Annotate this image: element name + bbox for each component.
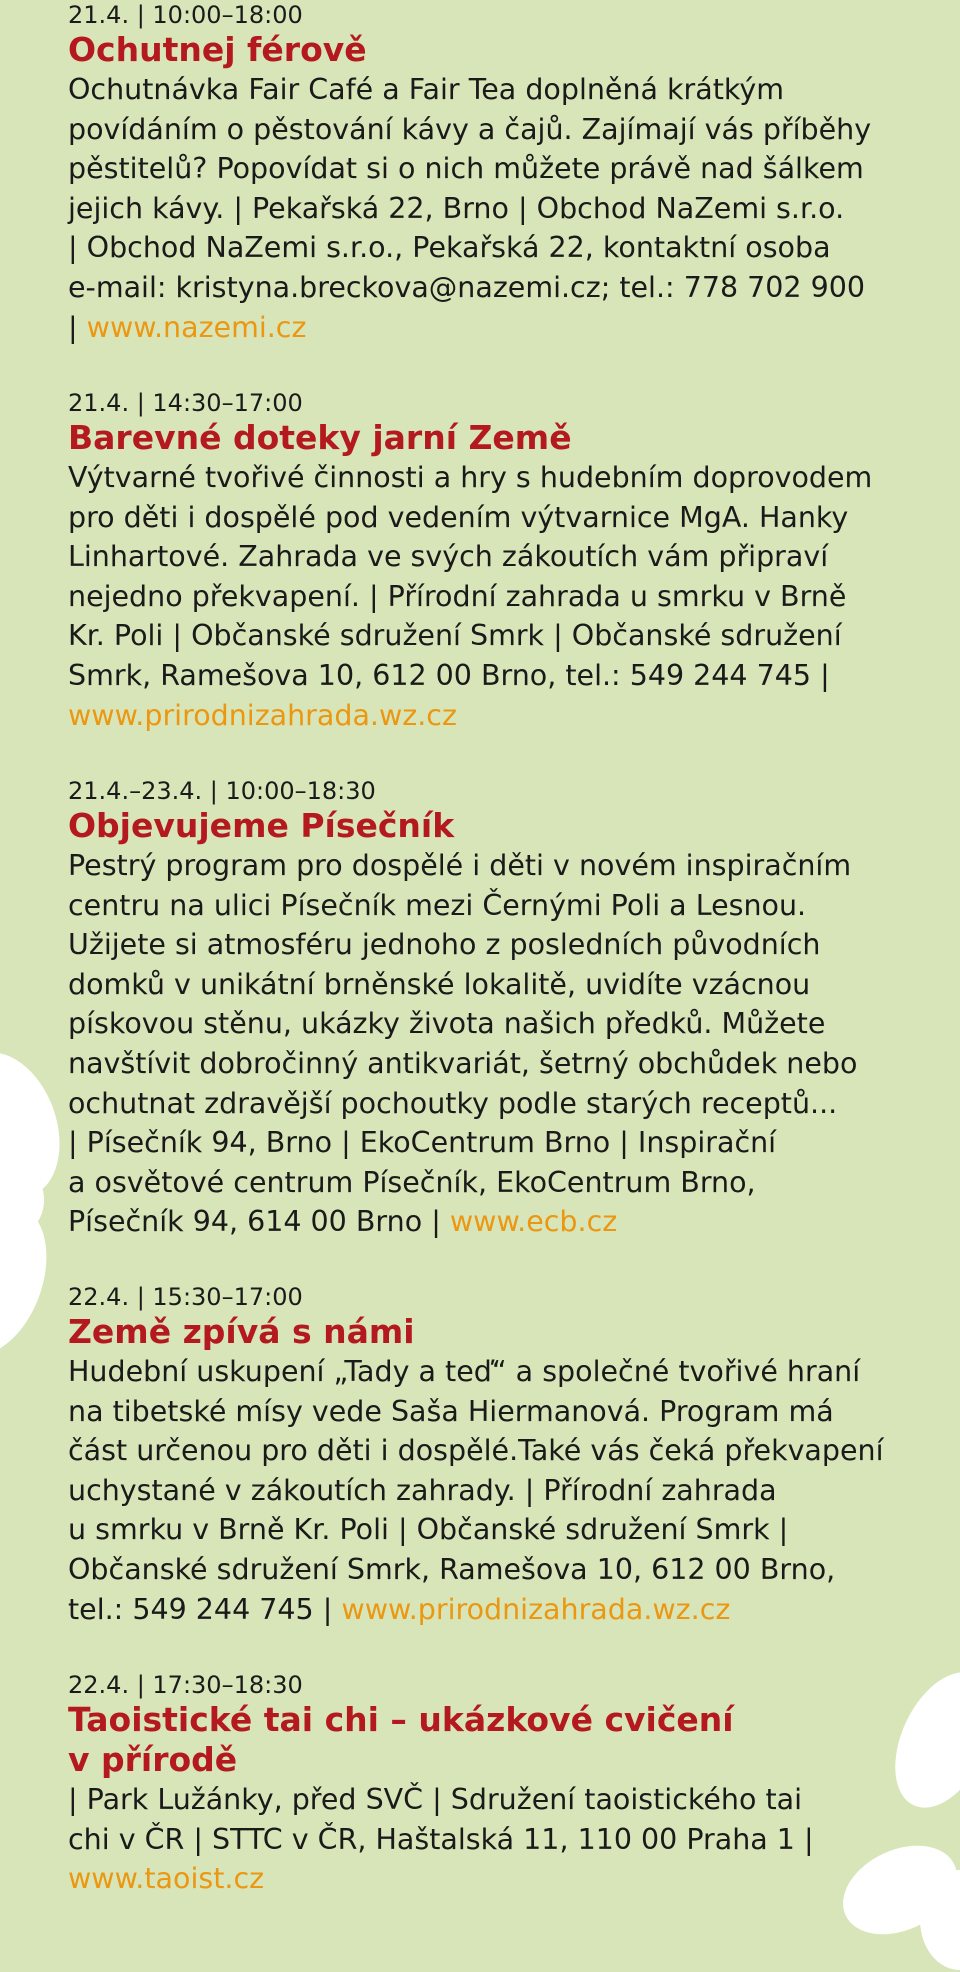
event-website-link[interactable]: www.nazemi.cz — [86, 310, 307, 344]
event-title-line: Ochutnej férově — [68, 30, 367, 69]
event-text-line: ochutnat zdravější pochoutky podle starých receptů... — [68, 1086, 838, 1120]
event-description — [68, 1780, 948, 1899]
event-text-line: | Písečník 94, Brno | EkoCentrum Brno | Inspirační — [68, 1126, 777, 1160]
event-text-fragment: Písečník 94, 614 00 Brno | — [68, 1205, 450, 1239]
event-text-line: a osvětové centrum Písečník, EkoCentrum Brno, — [68, 1165, 756, 1199]
event-text-line: | Obchod NaZemi s.r.o., Pekařská 22, kontaktní osoba — [68, 231, 831, 265]
event-text-line: u smrku v Brně Kr. Poli | Občanské sdružení Smrk | — [68, 1513, 789, 1547]
event-date: 21.4. | 14:30–17:00 — [68, 389, 303, 417]
event-text-line: Smrk, Ramešova 10, 612 00 Brno, tel.: 549 244 745 | — [68, 658, 830, 692]
event-title — [68, 418, 948, 458]
event-text-line: uchystané v zákoutích zahrady. | Přírodní zahrada — [68, 1473, 777, 1507]
event-text-line: jejich kávy. | Pekařská 22, Brno | Obchod NaZemi s.r.o. — [68, 191, 845, 225]
event-text-line: na tibetské mísy vede Saša Hiermanová. Program má — [68, 1394, 834, 1428]
event-text-fragment: tel.: 549 244 745 | — [68, 1592, 342, 1626]
event-text-line: | Park Lužánky, před SVČ | Sdružení taoistického tai — [68, 1783, 803, 1816]
event-text-line: pěstitelů? Popovídat si o nich můžete právě nad šálkem — [68, 152, 864, 186]
event-text-line — [68, 1202, 948, 1242]
event-text-line: Výtvarné tvořivé činnosti a hry s hudebním doprovodem — [68, 461, 873, 494]
event-title — [68, 806, 948, 846]
event-title-line: Objevujeme Písečník — [68, 806, 455, 845]
event-text-line — [68, 1859, 948, 1899]
event-text-line: Pestrý program pro dospělé i děti v novém inspiračním — [68, 849, 852, 882]
event-date: 22.4. | 17:30–18:30 — [68, 1671, 303, 1699]
event-text-line: Hudební uskupení „Tady a teď“ a společné tvořivé hraní — [68, 1355, 861, 1388]
event-description — [68, 70, 948, 347]
event-date: 22.4. | 15:30–17:00 — [68, 1283, 303, 1311]
event-title — [68, 1700, 948, 1780]
event-description — [68, 1352, 948, 1629]
event-text-fragment: | — [68, 310, 87, 344]
event-text-line: část určenou pro děti i dospělé.Také vás čeká překvapení — [68, 1434, 884, 1468]
event-text-line: povídáním o pěstování kávy a čajů. Zajímají vás příběhy — [68, 112, 872, 146]
event-date: 21.4.–23.4. | 10:00–18:30 — [68, 777, 376, 805]
event-text-line: chi v ČR | STTC v ČR, Haštalská 11, 110 00 Praha 1 | — [68, 1822, 814, 1856]
event-description — [68, 458, 948, 735]
event-text-line: e-mail: kristyna.breckova@nazemi.cz; tel.: 778 702 900 — [68, 270, 866, 304]
event-text-line: navštívit dobročinný antikvariát, šetrný obchůdek nebo — [68, 1046, 858, 1080]
event-text-line: Občanské sdružení Smrk, Ramešova 10, 612 00 Brno, — [68, 1552, 836, 1586]
event-item — [68, 0, 948, 347]
event-item — [68, 776, 948, 1242]
event-text-line: Ochutnávka Fair Café a Fair Tea doplněná krátkým — [68, 73, 785, 106]
event-title-line: Země zpívá s námi — [68, 1312, 415, 1351]
event-text-line — [68, 308, 948, 348]
event-text-line: pískovou stěnu, ukázky života našich předků. Můžete — [68, 1007, 826, 1041]
event-website-link[interactable]: www.taoist.cz — [68, 1862, 265, 1896]
event-text-line: nejedno překvapení. | Přírodní zahrada u smrku v Brně — [68, 579, 847, 613]
event-text-line: Linhartové. Zahrada ve svých zákoutích vám připraví — [68, 540, 829, 574]
event-title-line: Taoistické tai chi – ukázkové cvičení — [68, 1700, 734, 1739]
event-text-line: domků v unikátní brněnské lokalitě, uvidíte vzácnou — [68, 967, 811, 1001]
event-website-link[interactable]: www.ecb.cz — [449, 1205, 618, 1239]
event-text-line — [68, 696, 948, 736]
event-item — [68, 1670, 948, 1899]
event-title-line: Barevné doteky jarní Země — [68, 418, 572, 457]
event-text-line: centru na ulici Písečník mezi Černými Poli a Lesnou. — [68, 888, 807, 922]
event-text-line: pro děti i dospělé pod vedením výtvarnice MgA. Hanky — [68, 500, 849, 534]
event-item — [68, 388, 948, 735]
event-title — [68, 1312, 948, 1352]
event-text-line: Užijete si atmosféru jednoho z posledních původních — [68, 928, 821, 962]
event-website-link[interactable]: www.prirodnizahrada.wz.cz — [341, 1592, 731, 1626]
event-title — [68, 30, 948, 70]
event-text-line — [68, 1590, 948, 1630]
event-title-line: v přírodě — [68, 1740, 238, 1779]
event-text-line: Kr. Poli | Občanské sdružení Smrk | Občanské sdružení — [68, 619, 842, 653]
event-website-link[interactable]: www.prirodnizahrada.wz.cz — [68, 698, 457, 732]
event-description — [68, 846, 948, 1242]
event-item — [68, 1282, 948, 1629]
event-date: 21.4. | 10:00–18:00 — [68, 1, 303, 29]
